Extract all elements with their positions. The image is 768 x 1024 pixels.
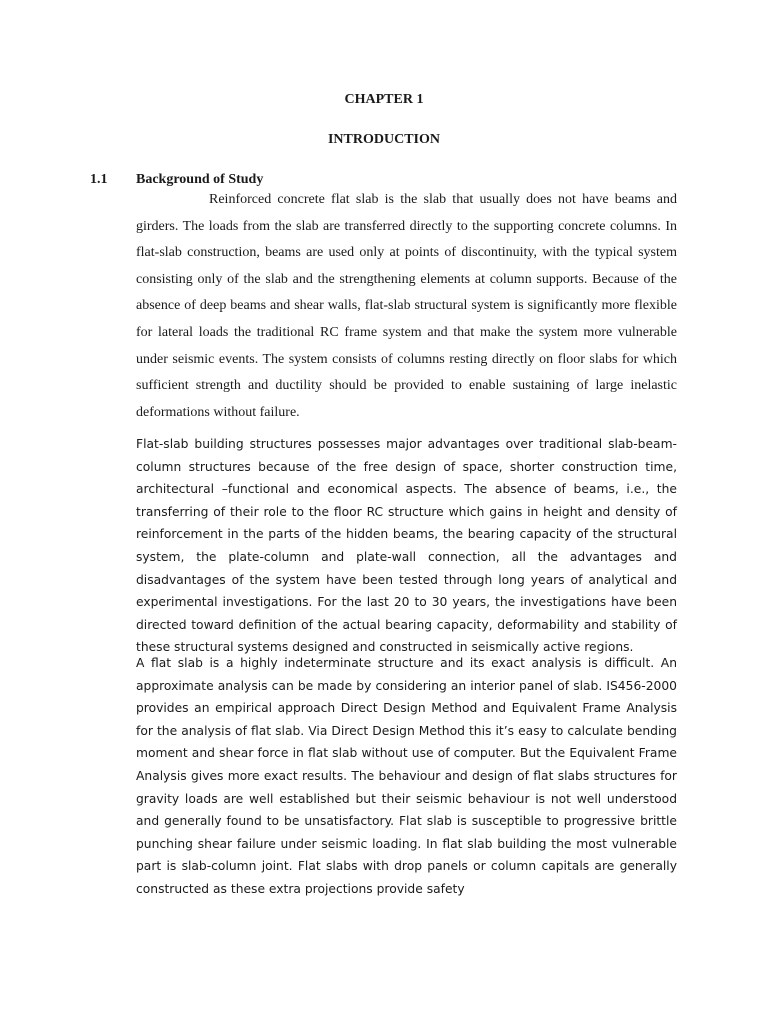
chapter-number: CHAPTER 1	[344, 92, 424, 107]
paragraph-3: A flat slab is a highly indeterminate structure and its exact analysis is difficult. An approximate analysis can be made by considering an interior panel of slab. IS456-2000 provides an empirical approach Direct Design Method and Equivalent Frame Analysis for the analysis of flat slab. Via Direct Design Method this it’s easy to calculate bending moment and shear force in flat slab without use of computer. But the Equivalent Frame Analysis gives more exact results. The behaviour and design of flat slabs structures for gravity loads are well established but their seismic behaviour is not well understood and generally found to be unsatisfactory. Flat slab is susceptible to progressive brittle punching shear failure under seismic loading. In flat slab building the most vulnerable part is slab-column joint. Flat slabs with drop panels or column capitals are generally constructed as these extra projections provide safety	[136, 656, 677, 896]
paragraph-1: Reinforced concrete flat slab is the slab that usually does not have beams and girders. The loads from the slab are transferred directly to the supporting concrete columns. In flat-slab construction, beams are used only at points of discontinuity, with the typical system consisting only of the slab and the strengthening elements at column supports. Because of the absence of deep beams and shear walls, flat-slab structural system is significantly more flexible for lateral loads the traditional RC frame system and that make the system more vulnerable under seismic events. The system consists of columns resting directly on floor slabs for which sufficient strength and ductility should be provided to enable sustaining of large inelastic deformations without failure.	[136, 192, 677, 420]
paragraph-2: Flat-slab building structures possesses major advantages over traditional slab-beam-column structures because of the free design of space, shorter construction time, architectural –functional and economical aspects. The absence of beams, i.e., the transferring of their role to the floor RC structure which gains in height and density of reinforcement in the parts of the hidden beams, the bearing capacity of the structural system, the plate-column and plate-wall connection, all the advantages and disadvantages of the system have been tested through long years of analytical and experimental investigations. For the last 20 to 30 years, the investigations have been directed toward definition of the actual bearing capacity, deformability and stability of these structural systems designed and constructed in seismically active regions.	[136, 437, 677, 655]
section-title: Background of Study	[136, 172, 264, 187]
chapter-title: INTRODUCTION	[327, 132, 440, 147]
section-number: 1.1	[90, 172, 108, 187]
